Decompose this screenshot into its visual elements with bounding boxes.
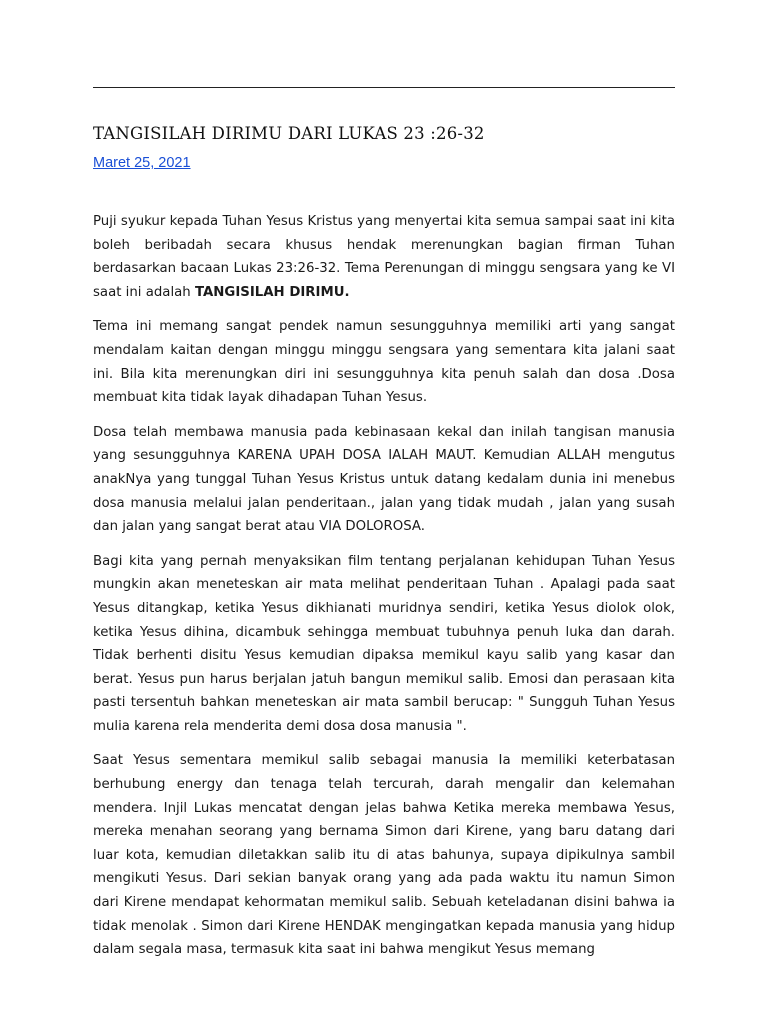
paragraph-5: Saat Yesus sementara memikul salib sebagai manusia Ia memiliki keterbatasan berhubung energy dan tenaga telah tercurah, darah mengalir dan kelemahan mendera. Injil Lukas mencatat dengan jelas bahwa Ketika mereka membawa Yesus, mereka menahan seorang yang bernama Simon dari Kirene, yang baru datang dari luar kota, kemudian diletakkan salib itu di atas bahunya, supaya dipikulnya sambil mengikuti Yesus. Dari sekian banyak orang yang ada pada waktu itu namun Simon dari Kirene mendapat kehormatan memikul salib. Sebuah keteladanan disini bahwa ia tidak menolak . Simon dari Kirene HENDAK mengingatkan kepada manusia yang hidup dalam segala masa, termasuk kita saat ini bahwa mengikut Yesus memang bbox=[93, 753, 675, 958]
paragraph-2: Tema ini memang sangat pendek namun sesungguhnya memiliki arti yang sangat mendalam kaitan dengan minggu minggu sengsara yang sementara kita jalani saat ini. Bila kita merenungkan diri ini sesungguhnya kita penuh salah dan dosa .Dosa membuat kita tidak layak dihadapan Tuhan Yesus. bbox=[93, 319, 675, 406]
article-title: TANGISILAH DIRIMU DARI LUKAS 23 :26-32 bbox=[93, 124, 485, 143]
paragraph-4: Bagi kita yang pernah menyaksikan film tentang perjalanan kehidupan Tuhan Yesus mungkin akan meneteskan air mata melihat penderitaan Tuhan . Apalagi pada saat Yesus ditangkap, ketika Yesus dikhianati muridnya sendiri, ketika Yesus diolok olok, ketika Yesus dihina, dicambuk sehingga membuat tubuhnya penuh luka dan darah. Tidak berhenti disitu Yesus kemudian dipaksa memikul kayu salib yang kasar dan berat. Yesus pun harus berjalan jatuh bangun memikul salib. Emosi dan perasaan kita pasti tersentuh bahkan meneteskan air mata sambil berucap: " Sungguh Tuhan Yesus mulia karena rela menderita demi dosa dosa manusia ". bbox=[93, 553, 675, 734]
paragraph-1-theme: TANGISILAH DIRIMU. bbox=[194, 284, 350, 300]
article-body bbox=[93, 210, 675, 973]
post-date-link[interactable]: Maret 25, 2021 bbox=[93, 155, 191, 171]
paragraph-1 bbox=[93, 210, 675, 304]
horizontal-divider bbox=[93, 87, 675, 88]
paragraph-3: Dosa telah membawa manusia pada kebinasaan kekal dan inilah tangisan manusia yang sesungguhnya KARENA UPAH DOSA IALAH MAUT. Kemudian ALLAH mengutus anakNya yang tunggal Tuhan Yesus Kristus untuk datang kedalam dunia ini menebus dosa manusia melalui jalan penderitaan., jalan yang tidak mudah , jalan yang susah dan jalan yang sangat berat atau VIA DOLOROSA. bbox=[93, 424, 675, 535]
paragraph-1-text: Puji syukur kepada Tuhan Yesus Kristus yang menyertai kita semua sampai saat ini kita boleh beribadah secara khusus hendak merenungkan bagian firman Tuhan berdasarkan bacaan Lukas 23:26-32. Tema Perenungan di minggu sengsara yang ke VI saat ini adalah bbox=[93, 214, 675, 300]
